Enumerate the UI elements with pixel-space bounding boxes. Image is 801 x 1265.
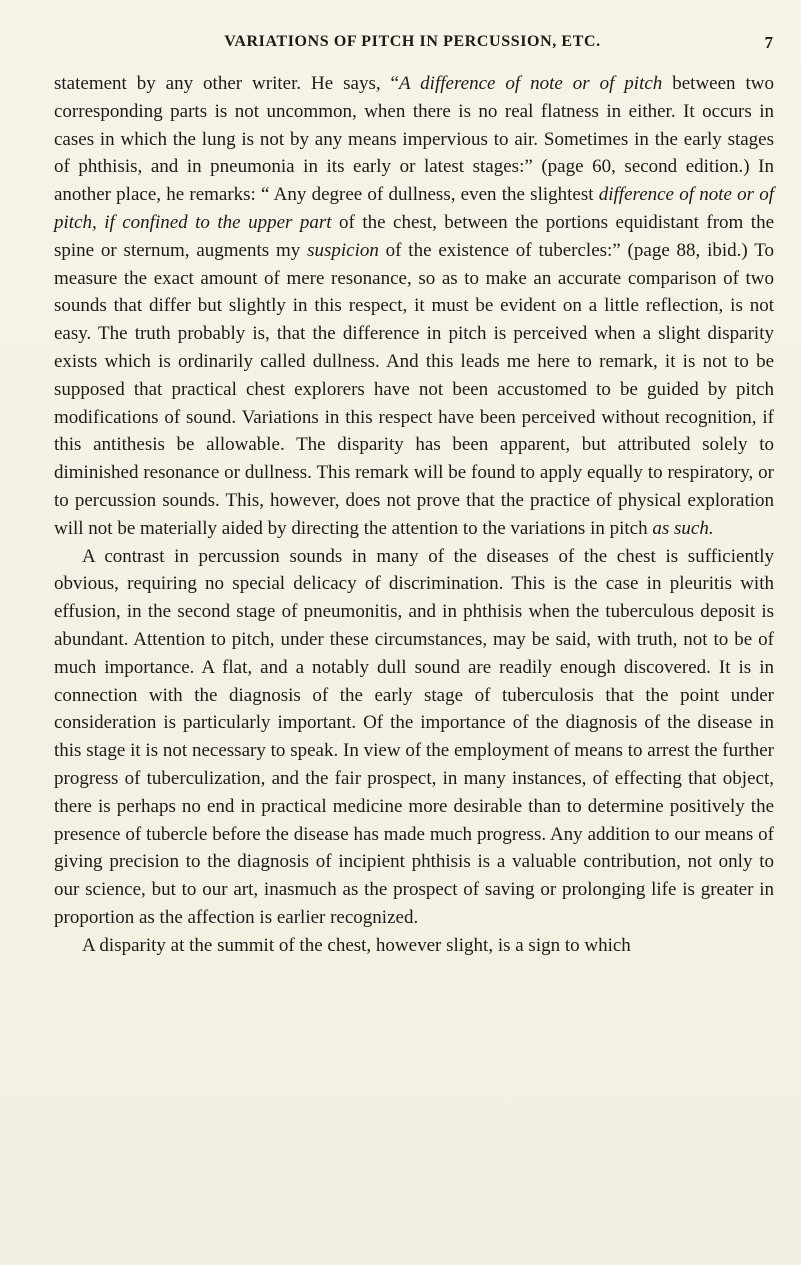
text-run: of the existence of tubercles:” (page 88, ibid.) To measure the exact amount of mere resonance, so as to make an accurate comparison of two sounds that differ but slightly in this respect, it must be evident on a little reflection, is not easy. The truth probably is, that the difference in pitch is perceived when a slight disparity exists which is ordinarily called dullness. And this leads me here to remark, it is not to be supposed that practical chest explorers have not been accustomed to be guided by pitch modifications of sound. Variations in this respect have been perceived without recognition, if this antithesis be allowable. The disparity has been apparent, but attributed solely to diminished resonance or dullness. This remark will be found to apply equally to respiratory, or to percussion sounds. This, however, does not prove that the practice of physical exploration will not be materially aided by directing the attention to the variations in pitch xyxy=(54,239,775,539)
page-number: 7 xyxy=(764,33,773,52)
italic-phrase: as such. xyxy=(652,517,714,539)
text-run: between two corresponding parts is not uncommon, when there is no real flatness in either. It occurs in cases in which the lung is not by any means impervious to air. Sometimes in the early stages of phthisis, and in pneumonia in its early or latest stages:” (page 60, second edition.) In another place, he remarks: “ Any degree of dullness, even the slightest xyxy=(54,73,774,206)
paragraph-continued xyxy=(54,70,774,543)
paragraph-truncated: A disparity at the summit of the chest, however slight, is a sign to which xyxy=(82,934,631,956)
italic-phrase: suspicion xyxy=(307,239,379,261)
body-text xyxy=(54,70,774,960)
running-title: VARIATIONS OF PITCH IN PERCUSSION, ETC. xyxy=(224,33,601,50)
text-run: statement by any other writer. He says, “ xyxy=(54,73,399,94)
italic-phrase: difference of note or of pitch, if confined to the upper part xyxy=(54,184,774,233)
text-run: of the chest, between the portions equidistant from the spine or sternum, augments my xyxy=(54,211,775,261)
running-head xyxy=(52,33,773,57)
italic-phrase: A difference of note or of pitch xyxy=(398,73,663,94)
paragraph: A contrast in percussion sounds in many of the diseases of the chest is sufficiently obvious, requiring no special delicacy of discrimination. This is the case in pleuritis with effusion, in the second stage of pneumonitis, and in phthisis when the tuberculous deposit is abundant. Attention to pitch, under these circumstances, may be said, with truth, not to be of much importance. A flat, and a notably dull sound are readily enough discovered. It is in connection with the diagnosis of the early stage of tuberculosis that the point under consideration is particularly important. Of the importance of the diagnosis of the disease in this stage it is not necessary to speak. In view of the employment of means to arrest the further progress of tuberculization, and the fair prospect, in many instances, of effecting that object, there is perhaps no end in practical medicine more desirable than to determine positively the presence of tubercle before the disease has made much progress. Any addition to our means of giving precision to the diagnosis of incipient phthisis is a valuable contribution, not only to our science, but to our art, inasmuch as the prospect of saving or prolonging life is greater in proportion as the affection is earlier recognized. xyxy=(54,545,774,928)
